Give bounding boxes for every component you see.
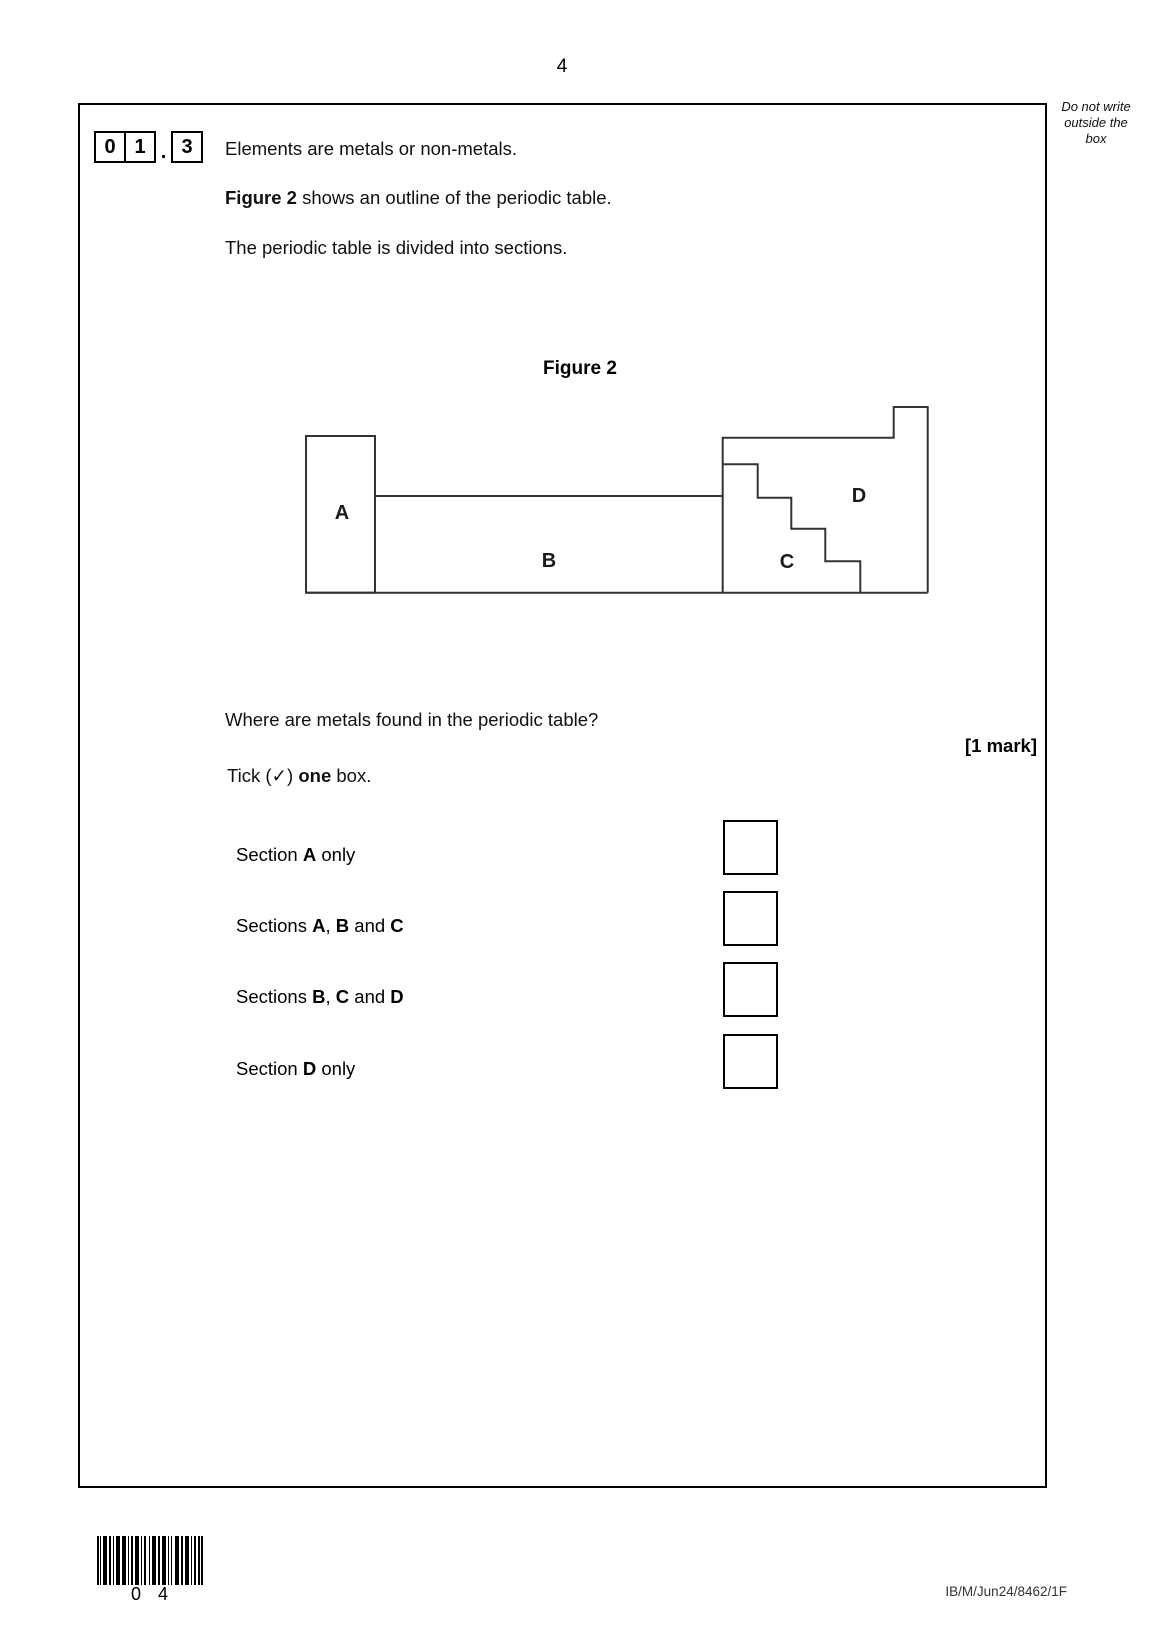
intro-line-1: Elements are metals or non-metals.: [225, 138, 518, 159]
option-label-section-d-only: Section D only: [236, 1058, 356, 1079]
tick-text: box.: [331, 765, 372, 786]
figure-title: Figure 2: [543, 358, 617, 379]
barcode: [97, 1536, 203, 1585]
checkbox-sections-b-c-d[interactable]: [723, 962, 778, 1017]
question-number: [94, 131, 203, 163]
barcode-digit: 4: [158, 1584, 170, 1604]
checkbox-section-d-only[interactable]: [723, 1034, 778, 1089]
do-not-write-line: outside the: [1064, 115, 1128, 130]
marks-badge: [1 mark]: [965, 735, 1037, 756]
do-not-write-line: Do not write: [1061, 99, 1131, 114]
intro-line-3: The periodic table is divided into sections.: [225, 237, 568, 258]
question-number-digit-box: 3: [171, 131, 203, 163]
question-prompt: Where are metals found in the periodic table?: [225, 709, 599, 730]
page-number: 4: [556, 56, 568, 77]
question-number-digit-box: 0: [94, 131, 126, 163]
section-b-label: B: [541, 550, 557, 572]
intro-line-2-text: shows an outline of the periodic table.: [296, 187, 612, 208]
tick-text-bold: one: [298, 765, 332, 786]
section-c-label: C: [779, 551, 795, 573]
paper-reference-code: IB/M/Jun24/8462/1F: [945, 1584, 1067, 1599]
question-number-digit-box: 1: [124, 131, 156, 163]
section-a-label: A: [334, 502, 350, 524]
question-border-box: [78, 103, 1047, 1488]
do-not-write-line: box: [1085, 131, 1107, 146]
figure-reference: Figure 2: [225, 187, 297, 208]
do-not-write-note: [1052, 99, 1140, 147]
tick-text: ): [287, 765, 299, 786]
metal-nonmetal-staircase: [723, 464, 861, 592]
barcode-label: [97, 1584, 203, 1605]
question-number-separator: .: [160, 141, 167, 163]
option-label-sections-a-b-c: Sections A, B and C: [236, 915, 404, 936]
intro-line-2: [225, 187, 612, 209]
checkbox-sections-a-b-c[interactable]: [723, 891, 778, 946]
barcode-digit: 0: [130, 1584, 142, 1604]
section-d-label: D: [851, 485, 867, 507]
option-label-sections-b-c-d: Sections B, C and D: [236, 986, 404, 1007]
tick-check-icon: ✓: [271, 765, 288, 786]
option-label-section-a-only: Section A only: [236, 844, 356, 865]
periodic-table-outline-figure: [292, 397, 942, 607]
checkbox-section-a-only[interactable]: [723, 820, 778, 875]
section-d-outline: [723, 407, 928, 593]
tick-text: Tick (: [227, 765, 272, 786]
tick-instruction: [227, 765, 371, 787]
